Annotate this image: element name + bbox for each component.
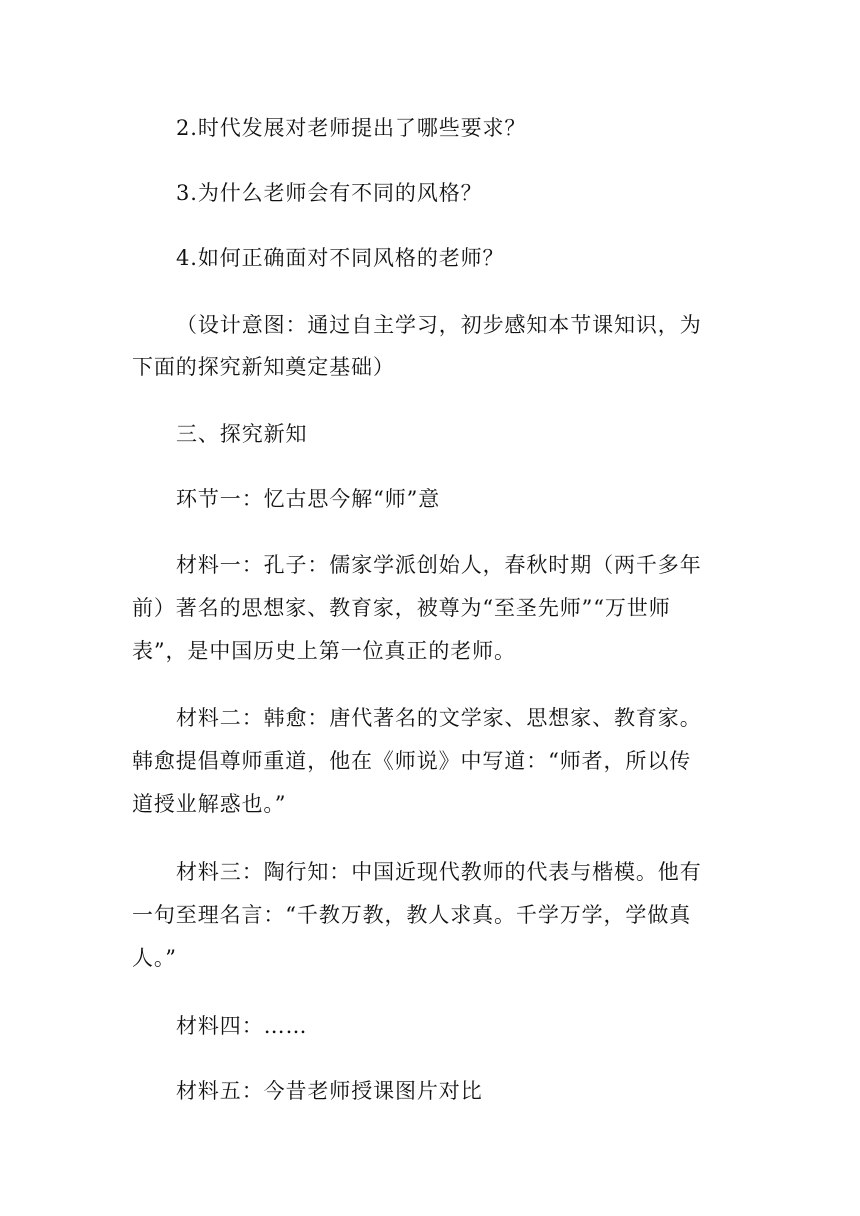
question-2: 2.时代发展对老师提出了哪些要求？ xyxy=(176,116,527,140)
material-1-line-3: 表”，是中国历史上第一位真正的老师。 xyxy=(132,639,516,663)
material-1-line-1: 材料一：孔子：儒家学派创始人，春秋时期（两千多年 xyxy=(176,553,702,577)
material-3-line-1: 材料三：陶行知：中国近现代教师的代表与楷模。他有 xyxy=(176,860,702,884)
step-heading: 环节一：忆古思今解“师”意 xyxy=(176,487,441,511)
material-2-line-2: 韩愈提倡尊师重道，他在《师说》中写道：“师者，所以传 xyxy=(132,749,692,773)
design-intent-line-2: 下面的探究新知奠定基础） xyxy=(132,355,395,379)
material-5: 材料五：今昔老师授课图片对比 xyxy=(176,1079,483,1103)
material-3-line-3: 人。” xyxy=(132,946,177,970)
material-3-line-2: 一句至理名言：“千教万教，教人求真。千学万学，学做真 xyxy=(132,903,692,927)
material-4: 材料四：…… xyxy=(176,1014,308,1038)
section-heading: 三、探究新知 xyxy=(176,422,308,446)
design-intent-line-1: （设计意图：通过自主学习，初步感知本节课知识，为 xyxy=(176,313,702,337)
question-4: 4.如何正确面对不同风格的老师？ xyxy=(176,246,505,270)
question-3: 3.为什么老师会有不同的风格？ xyxy=(176,181,483,205)
material-2-line-3: 道授业解惑也。” xyxy=(132,792,287,816)
material-2-line-1: 材料二：韩愈：唐代著名的文学家、思想家、教育家。 xyxy=(176,706,702,730)
material-1-line-2: 前）著名的思想家、教育家，被尊为“至圣先师”“万世师 xyxy=(132,596,671,620)
